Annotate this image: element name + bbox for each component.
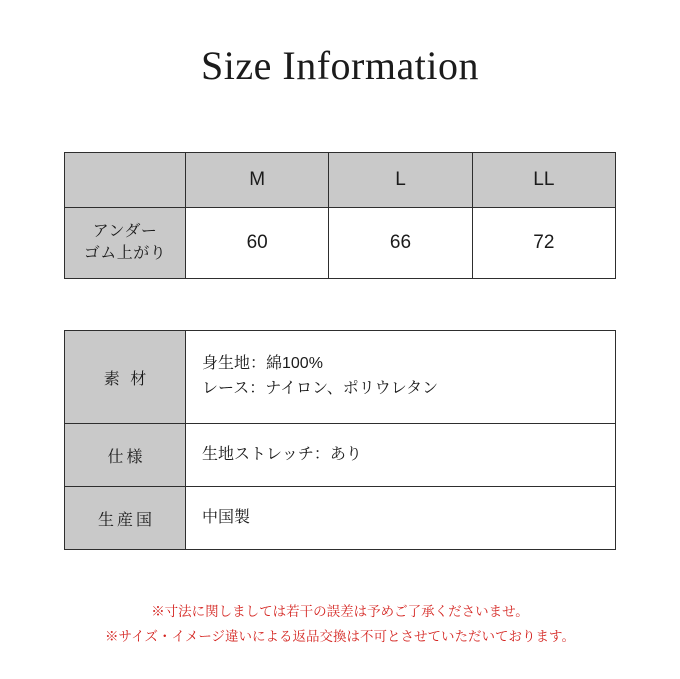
table-row — [65, 208, 616, 279]
size-column-header-m: M — [186, 153, 329, 208]
spec-value-spec: 生地ストレッチ：あり — [186, 424, 616, 487]
spec-value-origin: 中国製 — [186, 487, 616, 550]
table-row — [65, 424, 616, 487]
spec-label-spec: 仕様 — [65, 424, 186, 487]
spec-value-material-line1: 身生地：綿100% — [202, 355, 323, 373]
table-row — [65, 487, 616, 550]
disclaimer-notes — [0, 600, 680, 650]
size-row-label-line2: ゴム上がり — [83, 245, 167, 262]
note-line-1: ※寸法に関しましては若干の誤差は予めご了承くださいませ。 — [151, 604, 529, 619]
table-header-row — [65, 153, 616, 208]
size-column-header-ll: LL — [472, 153, 615, 208]
spec-value-material — [186, 331, 616, 424]
page-title: Size Information — [201, 43, 479, 88]
size-value-l: 66 — [329, 208, 472, 279]
table-row — [65, 331, 616, 424]
spec-label-material: 素 材 — [65, 331, 186, 424]
size-row-label-line1: アンダー — [92, 223, 158, 241]
spec-label-origin: 生産国 — [65, 487, 186, 550]
size-value-m: 60 — [186, 208, 329, 279]
size-value-ll: 72 — [472, 208, 615, 279]
spec-value-material-line2: レース：ナイロン、ポリウレタン — [202, 380, 439, 397]
note-line-2: ※サイズ・イメージ違いによる返品交換は不可とさせていただいております。 — [105, 628, 575, 644]
size-column-header-l: L — [329, 153, 472, 208]
size-measurements-table — [64, 152, 616, 279]
size-row-label-under — [65, 208, 186, 279]
size-table-corner-cell — [65, 153, 186, 208]
specification-table — [64, 330, 616, 550]
